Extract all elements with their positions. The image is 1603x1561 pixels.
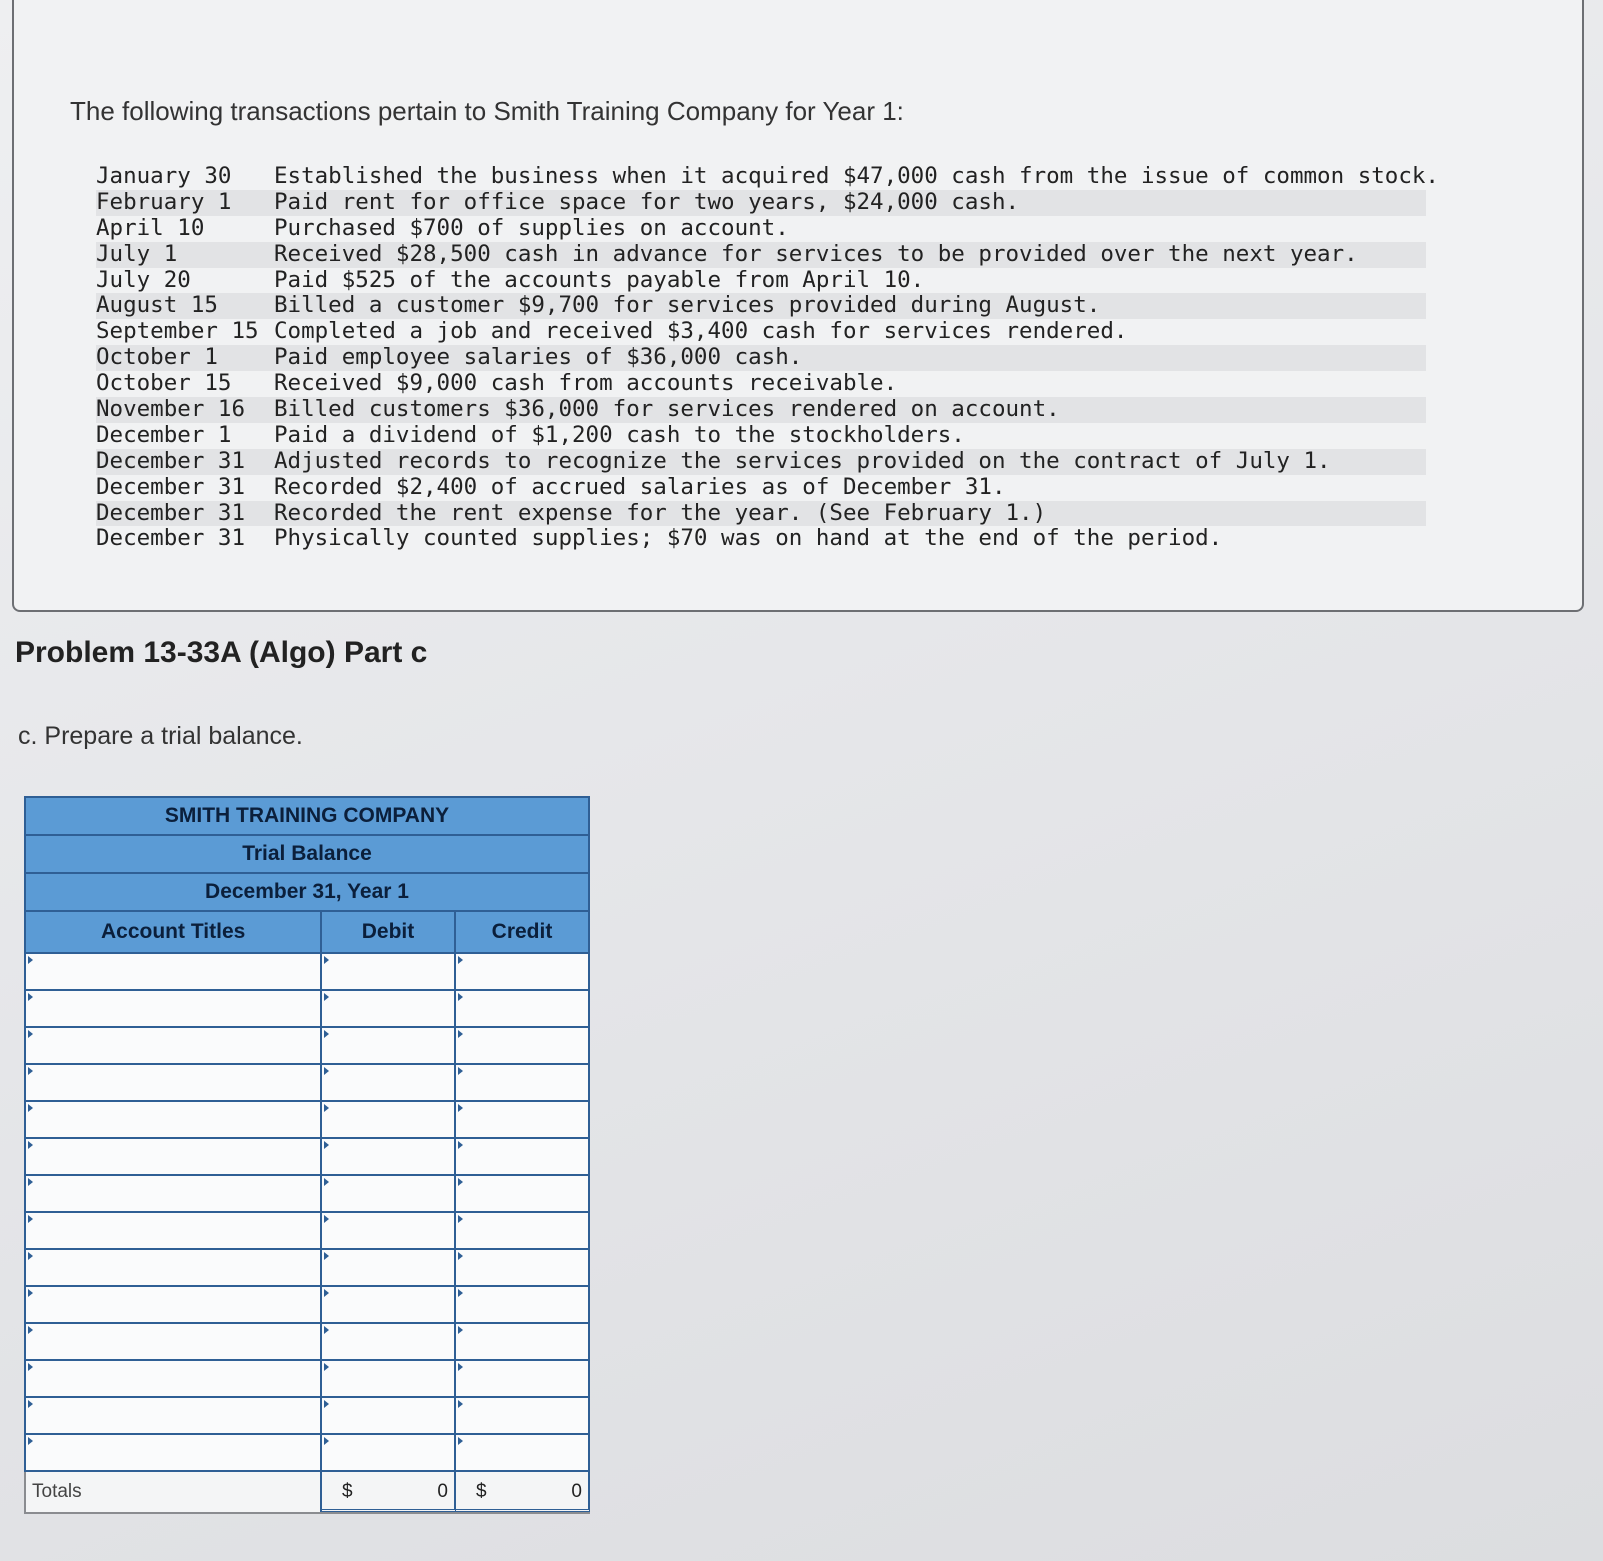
credit-total	[456, 1472, 590, 1512]
account-title-input[interactable]	[26, 1287, 320, 1322]
trial-balance-header	[24, 796, 590, 912]
transaction-date: April 10	[96, 214, 205, 241]
debit-cell	[322, 1250, 456, 1285]
transaction-row	[96, 293, 1426, 319]
account-title-input[interactable]	[26, 1213, 320, 1248]
transaction-date: February 1	[96, 188, 232, 215]
debit-input[interactable]	[322, 1213, 454, 1248]
transaction-row	[96, 397, 1426, 423]
transaction-row	[96, 526, 1426, 552]
credit-header: Credit	[491, 920, 553, 943]
transaction-row	[96, 216, 1426, 242]
debit-input[interactable]	[322, 1324, 454, 1359]
credit-input[interactable]	[456, 1028, 588, 1063]
transaction-date: September 15	[96, 318, 259, 345]
debit-input[interactable]	[322, 1028, 454, 1063]
transaction-date: July 1	[96, 240, 178, 267]
credit-total-value: 0	[571, 1481, 582, 1502]
transaction-date: December 31	[96, 525, 246, 552]
transaction-row	[96, 268, 1426, 294]
transaction-desc: Physically counted supplies; $70 was on hand at the end of the period.	[274, 525, 1223, 552]
account-title-cell	[26, 1028, 322, 1063]
credit-cell	[456, 1213, 588, 1248]
debit-header: Debit	[322, 912, 456, 952]
debit-cell	[322, 991, 456, 1026]
account-title-input[interactable]	[26, 954, 320, 989]
transaction-date: October 15	[96, 370, 232, 397]
account-title-input[interactable]	[26, 1065, 320, 1100]
debit-cell	[322, 1435, 456, 1470]
credit-currency: $	[476, 1481, 487, 1502]
transaction-row	[96, 163, 1439, 190]
trial-balance-row	[26, 991, 588, 1028]
transaction-row	[96, 475, 1426, 501]
debit-input[interactable]	[322, 1287, 454, 1322]
transaction-date: July 20	[96, 266, 191, 293]
credit-input[interactable]	[456, 1102, 588, 1137]
credit-input[interactable]	[456, 1250, 588, 1285]
transaction-desc: Purchased $700 of supplies on account.	[274, 214, 789, 241]
trial-balance-row	[26, 1139, 588, 1176]
transaction-row	[96, 242, 1426, 268]
credit-input[interactable]	[456, 991, 588, 1026]
transaction-desc: Received $9,000 cash from accounts receivable.	[274, 370, 898, 397]
trial-balance-row	[26, 1361, 588, 1398]
intro-text: The following transactions pertain to Smith Training Company for Year 1:	[70, 96, 904, 126]
account-title-cell	[26, 1065, 322, 1100]
transaction-desc: Paid a dividend of $1,200 cash to the stockholders.	[274, 421, 965, 448]
credit-cell	[456, 1102, 588, 1137]
credit-cell	[456, 1361, 588, 1396]
account-title-input[interactable]	[26, 1398, 320, 1433]
account-title-cell	[26, 1213, 322, 1248]
credit-cell	[456, 954, 588, 989]
account-title-input[interactable]	[26, 1102, 320, 1137]
credit-input[interactable]	[456, 1213, 588, 1248]
credit-input[interactable]	[456, 954, 588, 989]
transaction-desc: Paid rent for office space for two years, $24,000 cash.	[274, 188, 1020, 215]
trial-balance-row	[26, 1398, 588, 1435]
column-headers	[24, 912, 590, 954]
debit-cell	[322, 1361, 456, 1396]
transaction-date: December 31	[96, 447, 246, 474]
account-title-cell	[26, 1324, 322, 1359]
totals-row	[24, 1472, 590, 1514]
debit-input[interactable]	[322, 1250, 454, 1285]
transaction-date: December 1	[96, 421, 232, 448]
transaction-row	[96, 371, 1426, 397]
transaction-desc: Paid employee salaries of $36,000 cash.	[274, 344, 803, 371]
account-title-cell	[26, 1361, 322, 1396]
account-title-input[interactable]	[26, 1324, 320, 1359]
debit-cell	[322, 1398, 456, 1433]
transaction-desc: Completed a job and received $3,400 cash for services rendered.	[274, 318, 1128, 345]
debit-total-value: 0	[437, 1481, 448, 1502]
account-title-input[interactable]	[26, 1250, 320, 1285]
account-title-cell	[26, 1398, 322, 1433]
trial-balance-row	[26, 1065, 588, 1102]
account-title-cell	[26, 1435, 322, 1470]
debit-input[interactable]	[322, 954, 454, 989]
totals-label: Totals	[26, 1472, 322, 1512]
debit-input[interactable]	[322, 1102, 454, 1137]
debit-cell	[322, 1102, 456, 1137]
trial-balance-body	[24, 954, 590, 1472]
credit-cell	[456, 1028, 588, 1063]
trial-balance-row	[26, 954, 588, 991]
debit-total	[322, 1472, 456, 1512]
trial-balance-row	[26, 1213, 588, 1250]
trial-balance-row	[26, 1287, 588, 1324]
transaction-date: December 31	[96, 473, 246, 500]
credit-input[interactable]	[456, 1176, 588, 1211]
account-title-cell	[26, 1139, 322, 1174]
account-title-input[interactable]	[26, 991, 320, 1026]
credit-cell	[456, 1324, 588, 1359]
credit-cell	[456, 991, 588, 1026]
debit-cell	[322, 954, 456, 989]
trial-balance-row	[26, 1176, 588, 1213]
transaction-date: December 31	[96, 499, 246, 526]
credit-input[interactable]	[456, 1324, 588, 1359]
credit-cell	[456, 1139, 588, 1174]
debit-cell	[322, 1176, 456, 1211]
transaction-desc: Billed customers $36,000 for services rendered on account.	[274, 396, 1060, 423]
company-name: SMITH TRAINING COMPANY	[26, 798, 588, 836]
account-title-cell	[26, 1287, 322, 1322]
account-title-cell	[26, 1176, 322, 1211]
account-title-input[interactable]	[26, 1139, 320, 1174]
transaction-desc: Established the business when it acquired $47,000 cash from the issue of common stock.	[274, 163, 1439, 189]
account-title-input[interactable]	[26, 1176, 320, 1211]
account-title-cell	[26, 991, 322, 1026]
credit-input[interactable]	[456, 1361, 588, 1396]
trial-balance-row	[26, 1028, 588, 1065]
debit-input[interactable]	[322, 1398, 454, 1433]
transaction-row	[96, 501, 1426, 527]
account-title-cell	[26, 954, 322, 989]
account-title-cell	[26, 1102, 322, 1137]
account-title-input[interactable]	[26, 1435, 320, 1470]
statement-date: December 31, Year 1	[26, 874, 588, 912]
transaction-date: August 15	[96, 292, 218, 319]
credit-cell	[456, 1176, 588, 1211]
debit-cell	[322, 1028, 456, 1063]
transactions-list	[96, 163, 1439, 552]
debit-cell	[322, 1139, 456, 1174]
instruction-text: c. Prepare a trial balance.	[18, 722, 303, 750]
transaction-desc: Recorded the rent expense for the year. (See February 1.)	[274, 499, 1047, 526]
transaction-desc: Adjusted records to recognize the services provided on the contract of July 1.	[274, 447, 1331, 474]
debit-input[interactable]	[322, 991, 454, 1026]
account-titles-header: Account Titles	[26, 912, 322, 952]
account-title-input[interactable]	[26, 1361, 320, 1396]
transaction-row	[96, 319, 1426, 345]
credit-input[interactable]	[456, 1435, 588, 1470]
trial-balance-row	[26, 1250, 588, 1287]
transaction-desc: Received $28,500 cash in advance for services to be provided over the next year.	[274, 240, 1358, 267]
trial-balance-row	[26, 1435, 588, 1472]
debit-cell	[322, 1324, 456, 1359]
credit-cell	[456, 1435, 588, 1470]
debit-currency: $	[342, 1481, 353, 1502]
problem-title: Problem 13-33A (Algo) Part c	[15, 636, 428, 669]
transaction-row	[96, 449, 1426, 475]
debit-input[interactable]	[322, 1139, 454, 1174]
credit-cell	[456, 1065, 588, 1100]
trial-balance-row	[26, 1324, 588, 1361]
trial-balance-table	[24, 796, 590, 1514]
debit-input[interactable]	[322, 1065, 454, 1100]
trial-balance-row	[26, 1102, 588, 1139]
transaction-date: January 30	[96, 163, 232, 189]
transaction-desc: Paid $525 of the accounts payable from April 10.	[274, 266, 925, 293]
account-title-cell	[26, 1250, 322, 1285]
credit-input[interactable]	[456, 1065, 588, 1100]
transaction-desc: Billed a customer $9,700 for services provided during August.	[274, 292, 1101, 319]
transaction-date: November 16	[96, 396, 246, 423]
debit-input[interactable]	[322, 1361, 454, 1396]
debit-cell	[322, 1287, 456, 1322]
transaction-row	[96, 190, 1426, 216]
credit-input[interactable]	[456, 1287, 588, 1322]
credit-input[interactable]	[456, 1398, 588, 1433]
debit-input[interactable]	[322, 1435, 454, 1470]
credit-cell	[456, 1398, 588, 1433]
transaction-row	[96, 345, 1426, 371]
transaction-row	[96, 423, 1426, 449]
credit-cell	[456, 1250, 588, 1285]
debit-cell	[322, 1065, 456, 1100]
transaction-date: October 1	[96, 344, 218, 371]
statement-name: Trial Balance	[26, 836, 588, 874]
debit-input[interactable]	[322, 1176, 454, 1211]
credit-cell	[456, 1287, 588, 1322]
transaction-desc: Recorded $2,400 of accrued salaries as of December 31.	[274, 473, 1006, 500]
credit-input[interactable]	[456, 1139, 588, 1174]
account-title-input[interactable]	[26, 1028, 320, 1063]
debit-cell	[322, 1213, 456, 1248]
